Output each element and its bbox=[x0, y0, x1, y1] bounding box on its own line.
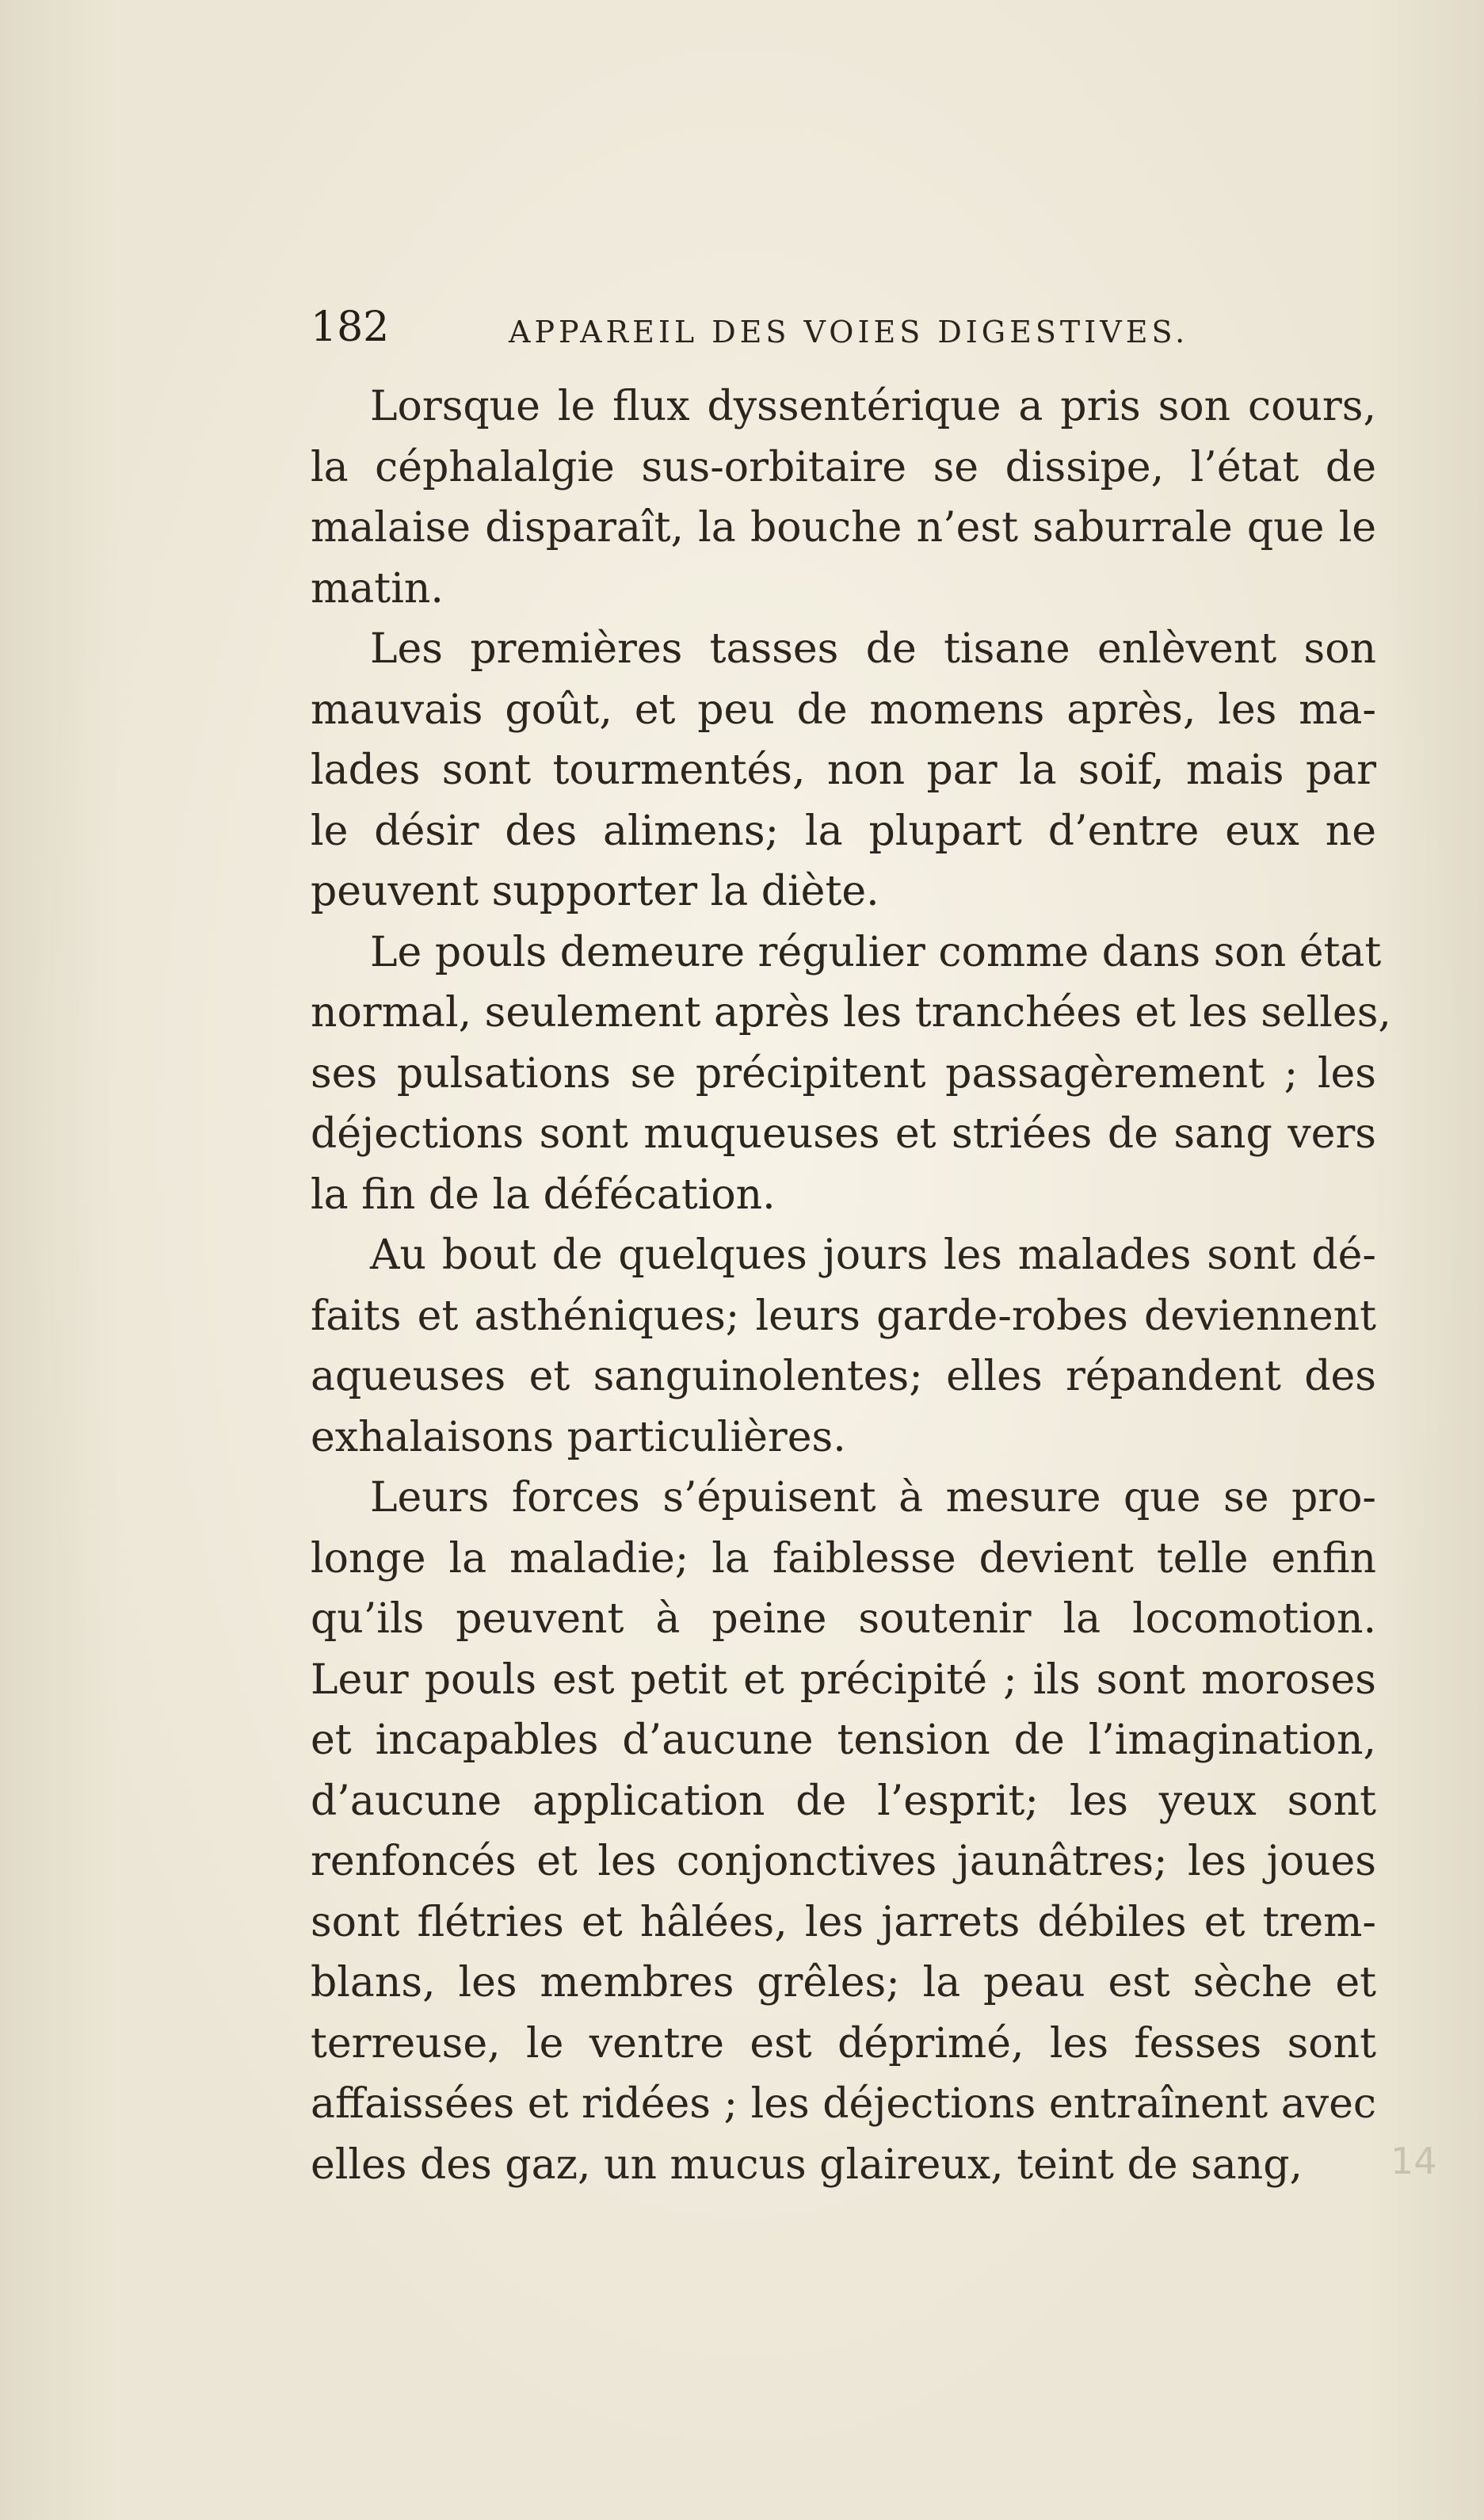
paragraph bbox=[311, 1225, 1376, 1468]
text-line: ses pulsations se précipitent passagèrement ; les bbox=[311, 1049, 1376, 1098]
text-line: exhalaisons particulières. bbox=[311, 1413, 846, 1461]
text-line: Le pouls demeure régulier comme dans son état bbox=[370, 928, 1382, 976]
text-line: Leur pouls est petit et précipité ; ils sont moroses bbox=[311, 1655, 1376, 1704]
text-line: longe la maladie; la faiblesse devient telle enfin bbox=[311, 1534, 1376, 1583]
text-line: Les premières tasses de tisane enlèvent son bbox=[370, 625, 1376, 673]
body-text bbox=[311, 376, 1391, 2195]
paragraph bbox=[311, 376, 1376, 619]
text-line: la fin de la défécation. bbox=[311, 1170, 776, 1219]
text-line: normal, seulement après les tranchées et les selles, bbox=[311, 989, 1391, 1037]
text-line: lades sont tourmentés, non par la soif, mais par bbox=[311, 746, 1376, 794]
text-line: mauvais goût, et peu de momens après, les ma- bbox=[311, 685, 1376, 734]
text-line: blans, les membres grêles; la peau est sèche et bbox=[311, 1959, 1376, 2006]
paragraph bbox=[311, 619, 1376, 922]
text-line: Lorsque le flux dyssentérique a pris son cours, bbox=[370, 383, 1376, 430]
page-header bbox=[311, 300, 1388, 355]
text-line: Au bout de quelques jours les malades sont dé- bbox=[370, 1231, 1376, 1279]
text-line: et incapables d’aucune tension de l’imagination, bbox=[311, 1716, 1376, 1764]
text-line: d’aucune application de l’esprit; les yeux sont bbox=[311, 1777, 1376, 1825]
margin-pencil-mark: 14 bbox=[1391, 2140, 1437, 2182]
text-line: peuvent supporter la diète. bbox=[311, 868, 879, 915]
text-line: déjections sont muqueuses et striées de sang vers bbox=[311, 1110, 1376, 1158]
paragraph bbox=[311, 922, 1391, 1226]
text-line: Leurs forces s’épuisent à mesure que se pro- bbox=[370, 1474, 1376, 1522]
text-line: affaissées et ridées ; les déjections entraînent avec bbox=[311, 2080, 1376, 2128]
text-line: qu’ils peuvent à peine soutenir la locomotion. bbox=[311, 1595, 1376, 1643]
page-number: 182 bbox=[311, 304, 390, 351]
text-line: matin. bbox=[311, 564, 444, 613]
text-line: aqueuses et sanguinolentes; elles répandent des bbox=[311, 1353, 1376, 1400]
text-line: renfoncés et les conjonctives jaunâtres; les joues bbox=[311, 1838, 1376, 1885]
text-line: sont flétries et hâlées, les jarrets débiles et trem- bbox=[311, 1898, 1376, 1946]
text-line: malaise disparaît, la bouche n’est saburrale que le bbox=[311, 504, 1376, 552]
text-line: faits et asthéniques; leurs garde-robes deviennent bbox=[311, 1292, 1376, 1340]
paragraph bbox=[311, 1468, 1376, 2195]
text-line: le désir des alimens; la plupart d’entre eux ne bbox=[311, 807, 1376, 855]
text-line: la céphalalgie sus-orbitaire se dissipe, l’état de bbox=[311, 443, 1376, 491]
running-head: APPAREIL DES VOIES DIGESTIVES. bbox=[509, 315, 1189, 349]
text-line: elles des gaz, un mucus glaireux, teint de sang, bbox=[311, 2140, 1303, 2189]
text-line: terreuse, le ventre est déprimé, les fesses sont bbox=[311, 2019, 1376, 2068]
